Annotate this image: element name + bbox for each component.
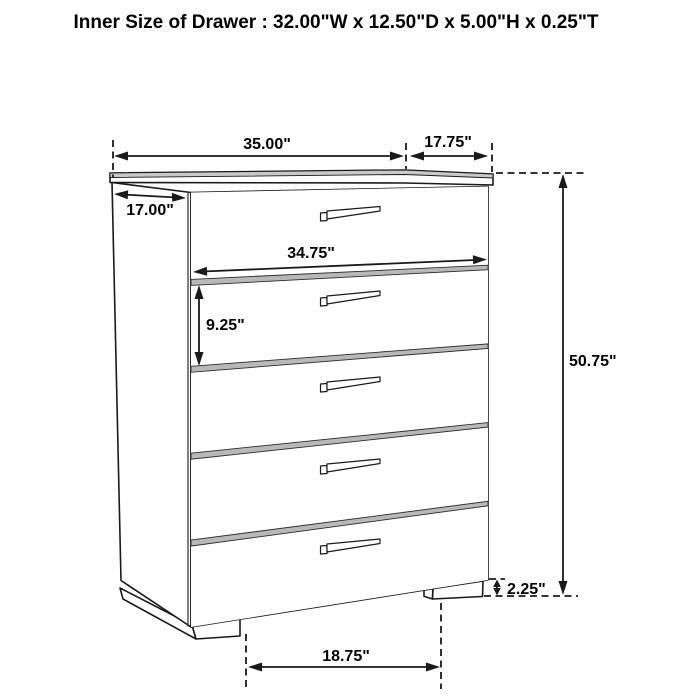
dim-drawer-width-label: 34.75" [287, 245, 335, 262]
dim-feet-spacing [246, 603, 441, 689]
dim-total-height [496, 173, 617, 595]
dim-top-width-label: 35.00" [243, 136, 291, 153]
side-panel [112, 183, 191, 628]
dim-top-depth [410, 134, 488, 161]
dim-total-height-label: 50.75" [569, 353, 617, 370]
dim-top-depth-label: 17.75" [424, 134, 472, 151]
dim-foot-height-label: 2.25" [507, 581, 546, 598]
chest-illustration [110, 170, 493, 639]
top-panel [110, 170, 493, 185]
dim-drawer-height-label: 9.25" [206, 317, 245, 334]
dim-feet-spacing-label: 18.75" [322, 648, 370, 665]
diagram-title: Inner Size of Drawer : 32.00"W x 12.50"D x 5.00"H x 0.25"T [73, 12, 599, 33]
dim-case-depth-label: 17.00" [126, 202, 174, 219]
dim-top-width [114, 136, 404, 161]
